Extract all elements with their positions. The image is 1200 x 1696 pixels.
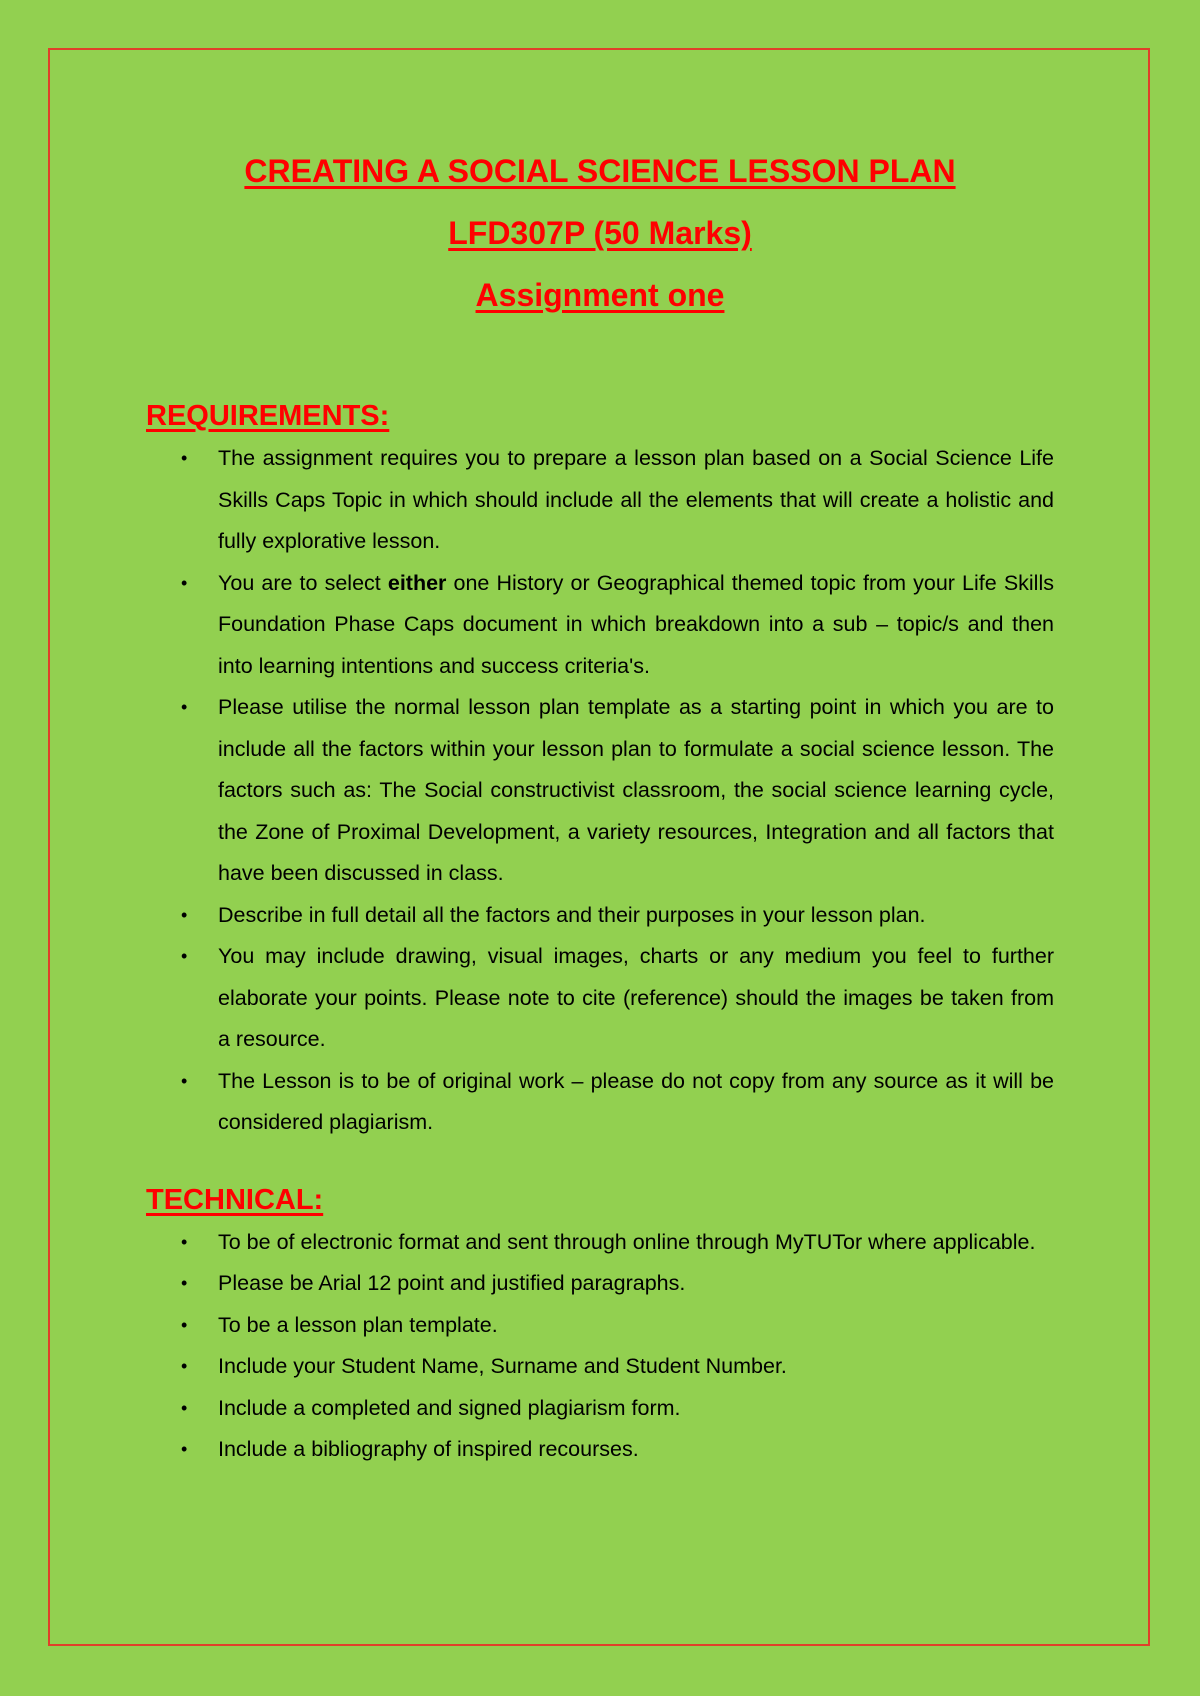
bullet-icon: • (181, 448, 188, 468)
bullet-icon: • (181, 1314, 188, 1335)
bullet-icon: • (181, 904, 188, 925)
technical-item: • To be of electronic format and sent through online through MyTUTor where applicable. (146, 1222, 1054, 1264)
document-content (146, 140, 1054, 1471)
course-code: LFD307P (50 Marks) (448, 215, 752, 251)
bullet-icon: • (181, 1070, 188, 1091)
requirement-item: • You are to select either one History or Geographical themed topic from your Life Skills Foundation Phase Caps document in which breakdown into a sub – topic/s and then into learning intentions and success criteria's. (146, 563, 1054, 688)
bullet-icon: • (181, 946, 188, 966)
bullet-icon: • (181, 1397, 188, 1418)
requirement-item: • Please utilise the normal lesson plan template as a starting point in which you are to include all the factors within your lesson plan to formulate a social science lesson. The factors such as: The Social constructivist classroom, the social science learning cycle, the Zone of Proximal Development, a variety resources, Integration and all factors that have been discussed in class. (146, 687, 1054, 895)
requirement-item: • The assignment requires you to prepare a lesson plan based on a Social Science Life Skills Caps Topic in which should include all the elements that will create a holistic and fully explorative lesson. (146, 438, 1054, 563)
bullet-icon: • (181, 1356, 188, 1376)
technical-item: • To be a lesson plan template. (146, 1305, 1054, 1347)
technical-item: • Include a bibliography of inspired recourses. (146, 1429, 1054, 1471)
requirement-item: • You may include drawing, visual images, charts or any medium you feel to further elaborate your points. Please note to cite (reference) should the images be taken from a resource. (146, 936, 1054, 1061)
bullet-icon: • (181, 1231, 188, 1252)
bullet-icon: • (181, 697, 188, 717)
technical-list (146, 1222, 1054, 1471)
technical-heading: TECHNICAL: (146, 1183, 324, 1216)
technical-item: • Include a completed and signed plagiarism form. (146, 1388, 1054, 1430)
requirements-heading: REQUIREMENTS: (146, 400, 390, 432)
technical-item: • Include your Student Name, Surname and Student Number. (146, 1346, 1054, 1388)
bullet-icon: • (181, 1273, 188, 1293)
requirement-item: • Describe in full detail all the factors and their purposes in your lesson plan. (146, 895, 1054, 937)
bullet-icon: • (181, 572, 188, 593)
emphasis-text: either (387, 570, 447, 595)
assignment-title: Assignment one (475, 277, 725, 313)
requirement-item: • The Lesson is to be of original work – please do not copy from any source as it will be considered plagiarism. (146, 1061, 1054, 1144)
bullet-icon: • (181, 1439, 188, 1459)
requirements-list (146, 438, 1054, 1144)
technical-item: • Please be Arial 12 point and justified paragraphs. (146, 1263, 1054, 1305)
document-title: CREATING A SOCIAL SCIENCE LESSON PLAN (244, 153, 956, 189)
